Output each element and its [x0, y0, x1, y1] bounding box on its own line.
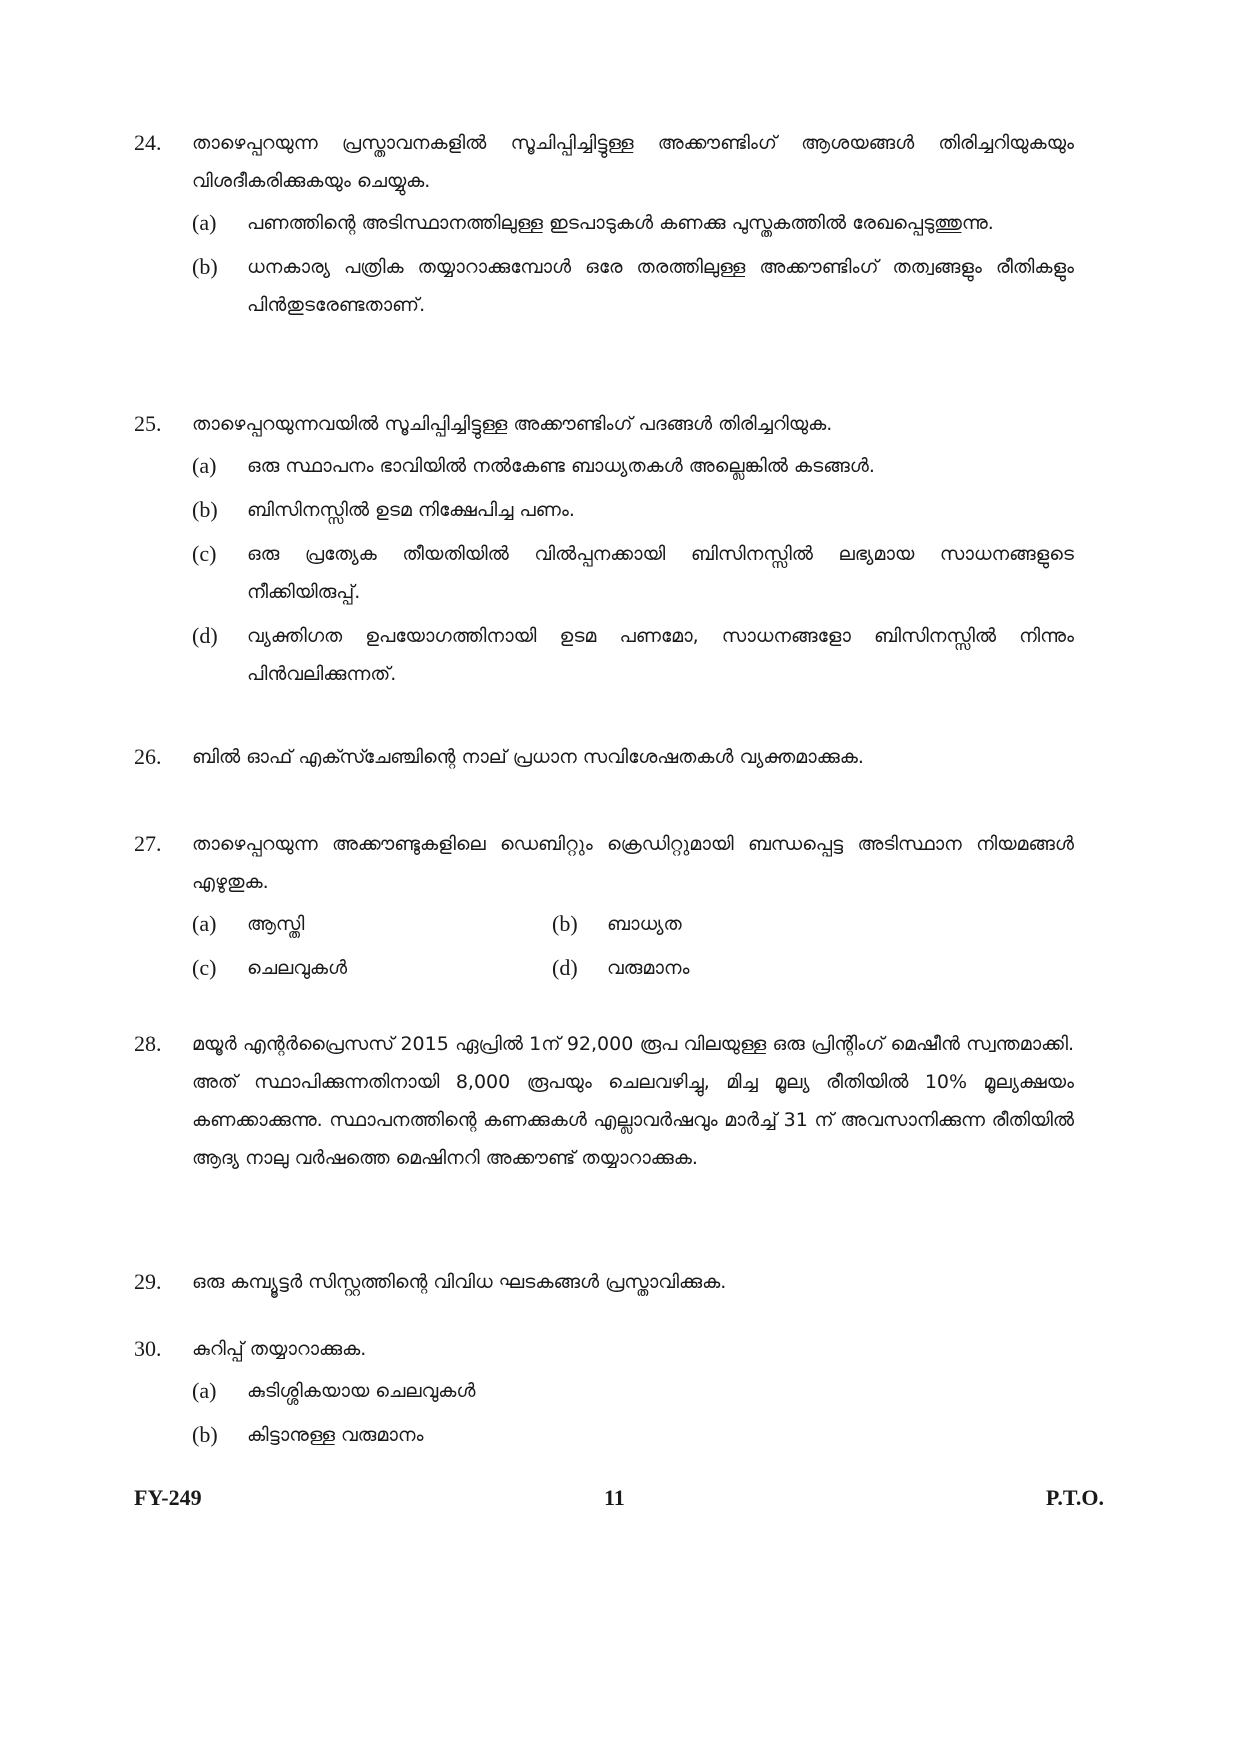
sub-question — [192, 447, 1074, 485]
question-25 — [134, 405, 1074, 699]
question-text: ഒരു കമ്പ്യൂട്ടർ സിസ്റ്റത്തിന്റെ വിവിധ ഘടകങ്ങൾ പ്രസ്താവിക്കുക. — [192, 1271, 727, 1293]
sub-question — [192, 535, 1074, 611]
sub-question-label: (d) — [192, 623, 218, 648]
question-number: 24. — [134, 130, 162, 155]
grid-item — [552, 905, 912, 943]
question-29 — [134, 1263, 1074, 1301]
page-number: 11 — [604, 1485, 625, 1510]
question-number: 30. — [134, 1336, 162, 1361]
sub-question — [192, 248, 1074, 324]
sub-question-label: (b) — [192, 497, 218, 522]
sub-question-label: (b) — [192, 254, 218, 279]
question-28 — [134, 1025, 1074, 1177]
question-text: ബിൽ ഓഫ് എക്സ്ചേഞ്ചിന്റെ നാല് പ്രധാന സവിശേഷതകൾ വ്യക്തമാക്കുക. — [192, 746, 864, 768]
sub-question-text: ബിസിനസ്സിൽ ഉടമ നിക്ഷേപിച്ച പണം. — [247, 499, 575, 521]
grid-item-label: (a) — [192, 911, 217, 936]
question-number: 28. — [134, 1031, 162, 1056]
grid-item-text: ചെലവുകൾ — [247, 957, 348, 979]
question-text: മയൂർ എന്റർപ്രൈസസ് 2015 ഏപ്രിൽ 1ന് 92,000 രൂപ വിലയുള്ള ഒരു പ്രിന്റിംഗ് മെഷീൻ സ്വന്തമാക്കി. അത് സ്ഥാപിക്കുന്നതിനായി 8,000 രൂപയും ചെലവഴിച്ചു, മിച്ച മൂല്യ രീതിയിൽ 10% മൂല്യക്ഷയം കണക്കാക്കുന്നു. സ്ഥാപനത്തിന്റെ കണക്കുകൾ എല്ലാവർഷവും മാർച്ച് 31 ന് അവസാനിക്കുന്ന രീതിയിൽ ആദ്യ നാലു വർഷത്തെ മെഷിനറി അക്കൗണ്ട് തയ്യാറാക്കുക. — [192, 1033, 1074, 1169]
sub-question-list — [192, 1372, 1074, 1454]
grid-item-label: (c) — [192, 955, 217, 980]
question-text: താഴെപ്പറയുന്നവയിൽ സൂചിപ്പിച്ചിട്ടുള്ള അക്കൗണ്ടിംഗ് പദങ്ങൾ തിരിച്ചറിയുക. — [192, 413, 833, 435]
sub-question — [192, 491, 1074, 529]
sub-question — [192, 1372, 1074, 1410]
question-number: 25. — [134, 411, 162, 436]
question-30 — [134, 1330, 1074, 1460]
sub-question-text: കിട്ടാനുള്ള വരുമാനം — [247, 1424, 424, 1446]
sub-question-label: (a) — [192, 453, 217, 478]
page-footer — [134, 1480, 1104, 1516]
question-number: 26. — [134, 744, 162, 769]
sub-question-text: ഒരു സ്ഥാപനം ഭാവിയിൽ നൽകേണ്ട ബാധ്യതകൾ അല്ലെങ്കിൽ കടങ്ങൾ. — [247, 455, 875, 477]
question-number: 29. — [134, 1269, 162, 1294]
sub-question-text: ഒരു പ്രത്യേക തീയതിയിൽ വിൽപ്പനക്കായി ബിസിനസ്സിൽ ലഭ്യമായ സാധനങ്ങളുടെ നീക്കിയിരുപ്പ്. — [247, 543, 1074, 603]
grid-item — [192, 949, 552, 987]
sub-question-text: പണത്തിന്റെ അടിസ്ഥാനത്തിലുള്ള ഇടപാടുകൾ കണക്കു പുസ്തകത്തിൽ രേഖപ്പെടുത്തുന്നു. — [247, 212, 994, 234]
question-text: താഴെപ്പറയുന്ന പ്രസ്താവനകളിൽ സൂചിപ്പിച്ചിട്ടുള്ള അക്കൗണ്ടിംഗ് ആശയങ്ങൾ തിരിച്ചറിയുകയും വിശദീകരിക്കുകയും ചെയ്യുക. — [192, 132, 1074, 192]
paper-code: FY-249 — [134, 1485, 202, 1510]
grid-item-text: ആസ്തി — [247, 913, 305, 935]
sub-question — [192, 1416, 1074, 1454]
option-grid — [192, 905, 1074, 987]
sub-question-label: (a) — [192, 1378, 217, 1403]
sub-question — [192, 204, 1074, 242]
grid-item-text: ബാധ്യത — [607, 913, 682, 935]
grid-item — [552, 949, 912, 987]
sub-question-list — [192, 447, 1074, 693]
question-24 — [134, 124, 1074, 330]
grid-item — [192, 905, 552, 943]
question-text: കുറിപ്പ് തയ്യാറാക്കുക. — [192, 1338, 367, 1360]
sub-question-text: കുടിശ്ശികയായ ചെലവുകൾ — [247, 1380, 476, 1402]
question-number: 27. — [134, 831, 162, 856]
sub-question-list — [192, 204, 1074, 324]
question-text: താഴെപ്പറയുന്ന അക്കൗണ്ടുകളിലെ ഡെബിറ്റും ക്രെഡിറ്റുമായി ബന്ധപ്പെട്ട അടിസ്ഥാന നിയമങ്ങൾ എഴുതുക. — [192, 833, 1074, 893]
grid-item-label: (b) — [552, 911, 578, 936]
sub-question-label: (b) — [192, 1422, 218, 1447]
grid-item-text: വരുമാനം — [607, 957, 690, 979]
sub-question-text: വ്യക്തിഗത ഉപയോഗത്തിനായി ഉടമ പണമോ, സാധനങ്ങളോ ബിസിനസ്സിൽ നിന്നും പിൻവലിക്കുന്നത്. — [247, 625, 1074, 685]
sub-question-label: (a) — [192, 210, 217, 235]
sub-question-text: ധനകാര്യ പത്രിക തയ്യാറാക്കുമ്പോൾ ഒരേ തരത്തിലുള്ള അക്കൗണ്ടിംഗ് തത്വങ്ങളും രീതികളും പിൻതുടരേണ്ടതാണ്. — [247, 256, 1074, 316]
question-26 — [134, 738, 1074, 776]
sub-question-label: (c) — [192, 541, 217, 566]
sub-question — [192, 617, 1074, 693]
grid-item-label: (d) — [552, 955, 578, 980]
question-27 — [134, 825, 1074, 987]
pto-marker: P.T.O. — [1045, 1485, 1104, 1510]
